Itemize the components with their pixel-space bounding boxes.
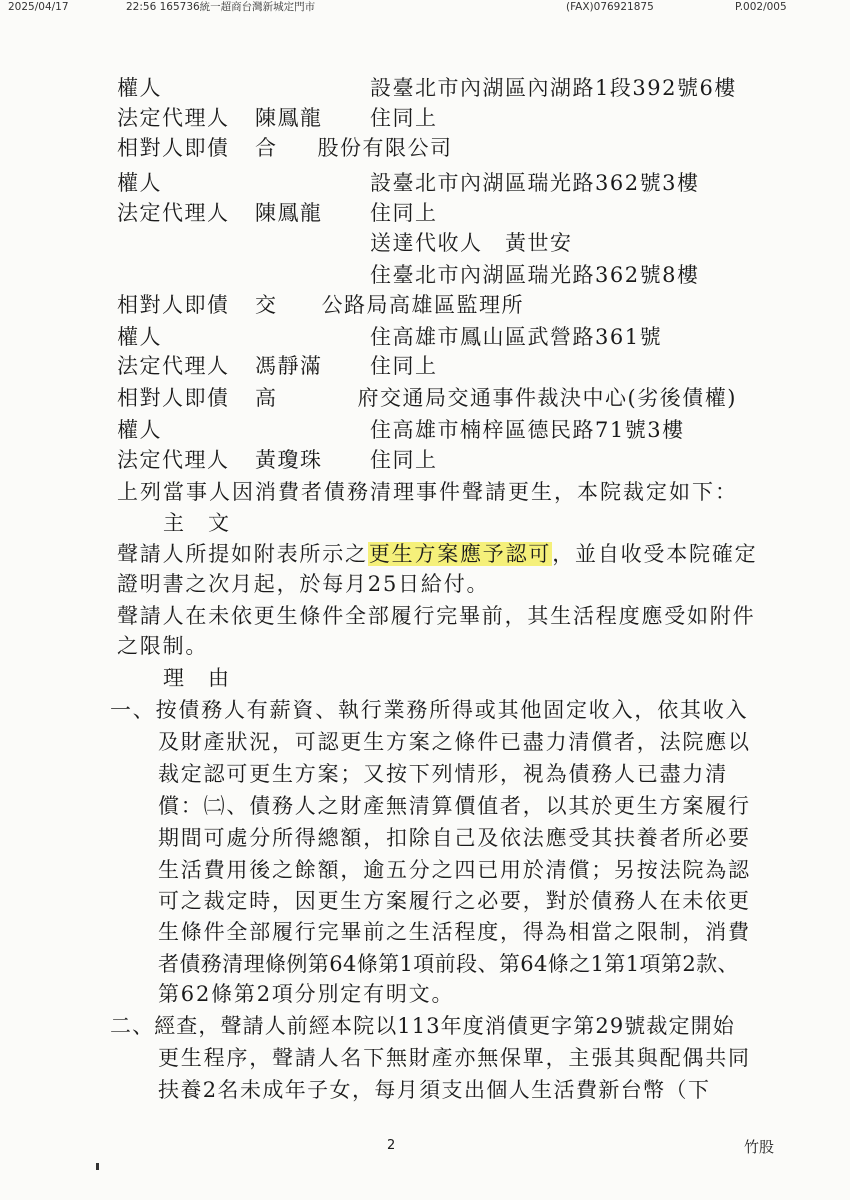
party-name: 馮靜滿 (255, 354, 323, 378)
party-role: 相對人即債 (117, 386, 230, 410)
main-line: 證明書之次月起，於每月25日給付。 (117, 572, 490, 596)
party-address: 住同上 (370, 448, 438, 472)
fax-date: 2025/04/17 (8, 1, 69, 13)
main-line: 聲請人所提如附表所示之更生方案應予認可，並自收受本院確定 (117, 542, 758, 566)
party-name: 陳鳳龍 (255, 106, 323, 130)
party-name: 黃瓊珠 (255, 448, 323, 472)
reason-line: 償：㈡、債務人之財產無清算價值者，以其於更生方案履行 (158, 794, 751, 818)
scan-speck (96, 1163, 99, 1170)
reason-line: 者債務清理條例第64條第1項前段、第64條之1第1項第2款、 (158, 952, 739, 976)
party-name: 合 股份有限公司 (255, 136, 453, 160)
intro-text: 上列當事人因消費者債務清理事件聲請更生，本院裁定如下： (117, 480, 738, 504)
reason-line: 更生程序，聲請人名下無財產亦無保單，主張其與配偶共同 (158, 1046, 751, 1070)
main-line: 之限制。 (117, 634, 209, 658)
party-address: 設臺北市內湖區內湖路1段392號6樓 (370, 76, 737, 100)
party-agent: 送達代收人 黃世安 (370, 231, 573, 255)
reason-line: 及財產狀況，可認更生方案之條件已盡力清償者，法院應以 (158, 730, 751, 754)
party-role: 權人 (117, 325, 162, 349)
party-role: 法定代理人 (117, 354, 230, 378)
reason-line: 生條件全部履行完畢前之生活程度，得為相當之限制，消費 (158, 920, 751, 944)
party-address: 住高雄市楠梓區德民路71號3樓 (370, 418, 685, 442)
party-address: 住臺北市內湖區瑞光路362號8樓 (370, 263, 700, 287)
fax-number: (FAX)076921875 (566, 1, 654, 13)
reason-line: 可之裁定時，因更生方案履行之必要，對於債務人在未依更 (158, 889, 751, 913)
party-role: 相對人即債 (117, 136, 230, 160)
fax-time-sender: 22:56 165736統一超商台灣新城定門市 (126, 1, 316, 13)
reason-line: 一、按債務人有薪資、執行業務所得或其他固定收入，依其收入 (110, 698, 749, 722)
party-address: 住同上 (370, 106, 438, 130)
party-address: 住同上 (370, 354, 438, 378)
reason-heading: 理 由 (163, 666, 231, 690)
main-heading: 主 文 (163, 511, 231, 535)
party-role: 權人 (117, 76, 162, 100)
party-address: 設臺北市內湖區瑞光路362號3樓 (370, 171, 700, 195)
party-role: 權人 (117, 171, 162, 195)
party-role: 權人 (117, 418, 162, 442)
reason-line: 扶養2名未成年子女，每月須支出個人生活費新台幣（下 (158, 1078, 711, 1102)
reason-line: 二、經查，聲請人前經本院以113年度消債更字第29號裁定開始 (110, 1014, 735, 1038)
party-address: 住高雄市鳳山區武營路361號 (370, 325, 663, 349)
highlighted-text: 更生方案應予認可 (368, 542, 552, 566)
fax-page: P.002/005 (735, 1, 787, 13)
party-name: 陳鳳龍 (255, 201, 323, 225)
reason-line: 第62條第2項分別定有明文。 (158, 982, 455, 1006)
party-role: 法定代理人 (117, 448, 230, 472)
reason-line: 期間可處分所得總額，扣除自己及依法應受其扶養者所必要 (158, 826, 751, 850)
party-role: 法定代理人 (117, 201, 230, 225)
reason-line: 裁定認可更生方案；又按下列情形，視為債務人已盡力清 (158, 762, 728, 786)
reason-line: 生活費用後之餘額，逾五分之四已用於清償；另按法院為認 (158, 858, 751, 882)
main-line: 聲請人在未依更生條件全部履行完畢前，其生活程度應受如附件 (117, 604, 756, 628)
page-number: 2 (387, 1138, 396, 1153)
footer-mark: 竹股 (744, 1138, 775, 1156)
fax-header (0, 0, 850, 14)
party-name: 交 公路局高雄區監理所 (255, 293, 524, 317)
party-role: 相對人即債 (117, 293, 230, 317)
party-address: 住同上 (370, 201, 438, 225)
party-role: 法定代理人 (117, 106, 230, 130)
party-name: 高 府交通局交通事件裁決中心(劣後債權) (255, 386, 737, 410)
